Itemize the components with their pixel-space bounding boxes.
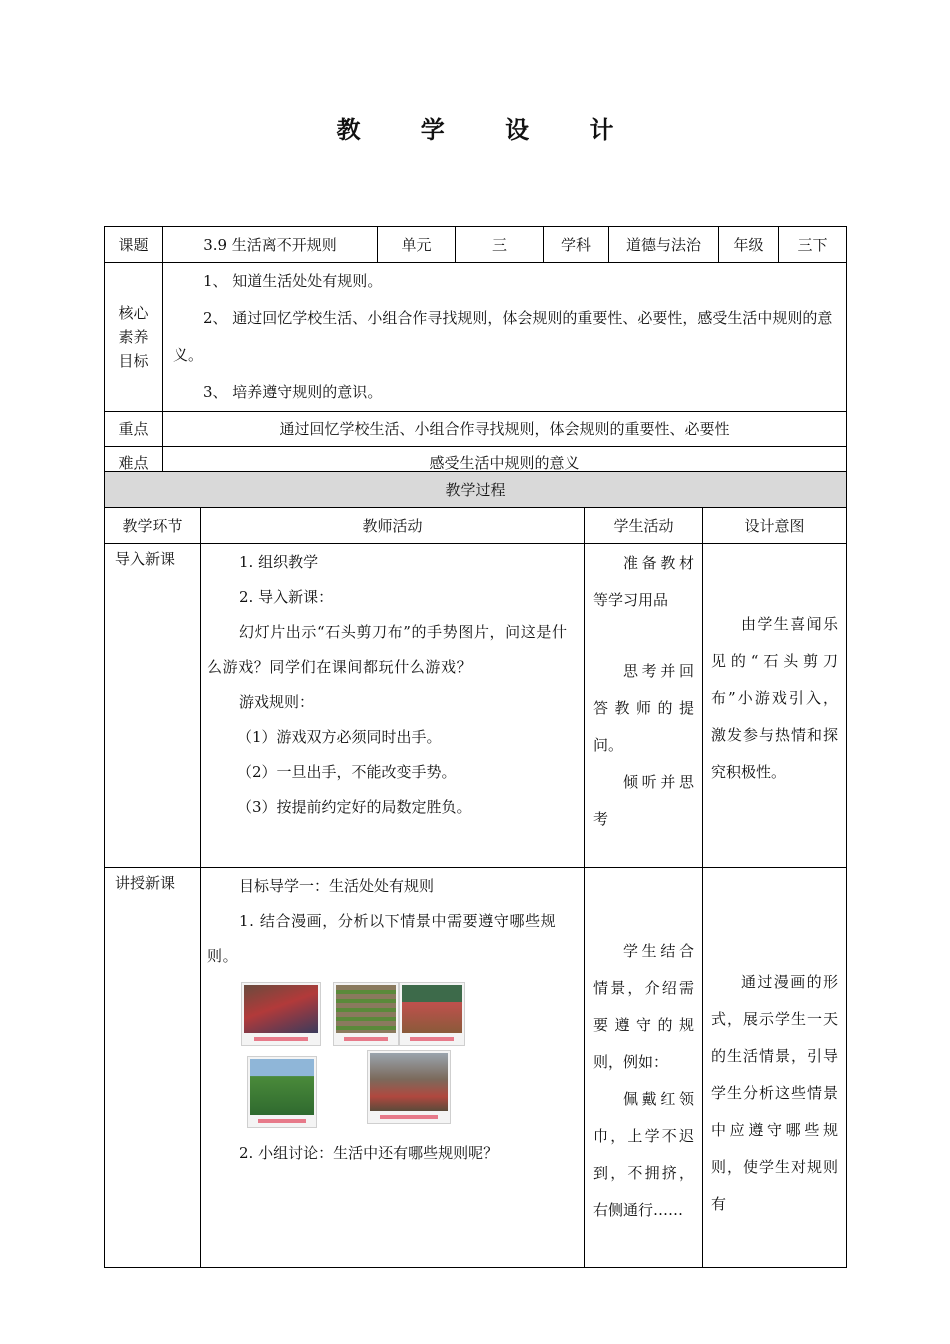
rule-item: （3）按提前约定好的局数定胜负。 — [237, 798, 472, 816]
comic-panel-morning — [241, 982, 321, 1046]
goal-item: 2、 通过回忆学校生活、小组合作寻找规则，体会规则的重要性、必要性，感受生活中规则的意义。 — [173, 309, 833, 364]
teacher-paragraph: 1. 结合漫画，分析以下情景中需要遵守哪些规则。 — [207, 912, 557, 965]
rule-item: （1）游戏双方必须同时出手。 — [237, 728, 442, 746]
student-line: 思考并回答教师的提问。 — [593, 662, 694, 754]
header-intent: 设计意图 — [703, 508, 847, 544]
process-table — [104, 471, 847, 1268]
comic-panel-stairs — [333, 982, 399, 1046]
student-line: 佩戴红领巾，上学不迟到，不拥挤，右侧通行…… — [593, 1090, 694, 1219]
grade-label: 年级 — [719, 227, 779, 263]
intent-text: 由学生喜闻乐见的“石头剪刀布”小游戏引入，激发参与热情和探究积极性。 — [711, 615, 839, 781]
goal-item: 3、 培养遵守规则的意识。 — [203, 383, 383, 401]
table-row — [105, 868, 847, 1268]
student-line: 准备教材等学习用品 — [593, 554, 694, 609]
teacher-line: 游戏规则： — [239, 693, 315, 711]
comic-illustration — [237, 980, 477, 1130]
student-activity-cell — [585, 544, 703, 868]
topic-value: 3.9 生活离不开规则 — [163, 227, 378, 263]
goals-label: 核心素养目标 — [105, 263, 163, 412]
student-line: 学生结合情景，介绍需要遵守的规则，例如： — [593, 942, 694, 1071]
difficulty-label: 难点 — [105, 447, 163, 479]
grade-value: 三下 — [779, 227, 847, 263]
teacher-activity-cell — [201, 544, 585, 868]
teacher-line: 2. 导入新课： — [239, 588, 334, 606]
topic-label: 课题 — [105, 227, 163, 263]
lesson-info-table — [104, 226, 847, 479]
goals-content — [163, 263, 847, 412]
teacher-line: 目标导学一：生活处处有规则 — [239, 877, 435, 895]
key-point-value: 通过回忆学校生活、小组合作寻找规则，体会规则的重要性、必要性 — [163, 412, 847, 447]
teacher-activity-cell — [201, 868, 585, 1268]
comic-panel-playground — [247, 1056, 317, 1128]
unit-value: 三 — [456, 227, 544, 263]
student-line: 倾听并思考 — [593, 773, 694, 828]
subject-label: 学科 — [544, 227, 609, 263]
stage-cell: 导入新课 — [105, 544, 201, 868]
comic-panel-after-school — [367, 1050, 451, 1124]
design-intent-cell — [703, 544, 847, 868]
document-title: 教 学 设 计 — [336, 116, 640, 144]
teacher-line: 2. 小组讨论：生活中还有哪些规则呢？ — [239, 1144, 499, 1162]
key-point-label: 重点 — [105, 412, 163, 447]
student-activity-cell — [585, 868, 703, 1268]
process-title: 教学过程 — [105, 472, 847, 508]
teacher-line: 1. 组织教学 — [239, 553, 319, 571]
comic-panel-classroom — [399, 982, 465, 1046]
subject-value: 道德与法治 — [609, 227, 719, 263]
intent-text: 通过漫画的形式，展示学生一天的生活情景，引导学生分析这些情景中应遵守哪些规则，使学生对规则有 — [711, 973, 839, 1213]
goal-item: 1、 知道生活处处有规则。 — [203, 272, 383, 290]
table-row — [105, 544, 847, 868]
header-teacher: 教师活动 — [201, 508, 585, 544]
header-student: 学生活动 — [585, 508, 703, 544]
rule-item: （2）一旦出手，不能改变手势。 — [237, 763, 457, 781]
design-intent-cell — [703, 868, 847, 1268]
stage-cell: 讲授新课 — [105, 868, 201, 1268]
header-stage: 教学环节 — [105, 508, 201, 544]
unit-label: 单元 — [378, 227, 456, 263]
teacher-paragraph: 幻灯片出示“石头剪刀布”的手势图片，问这是什么游戏？同学们在课间都玩什么游戏？ — [207, 623, 568, 676]
difficulty-value: 感受生活中规则的意义 — [163, 447, 847, 479]
